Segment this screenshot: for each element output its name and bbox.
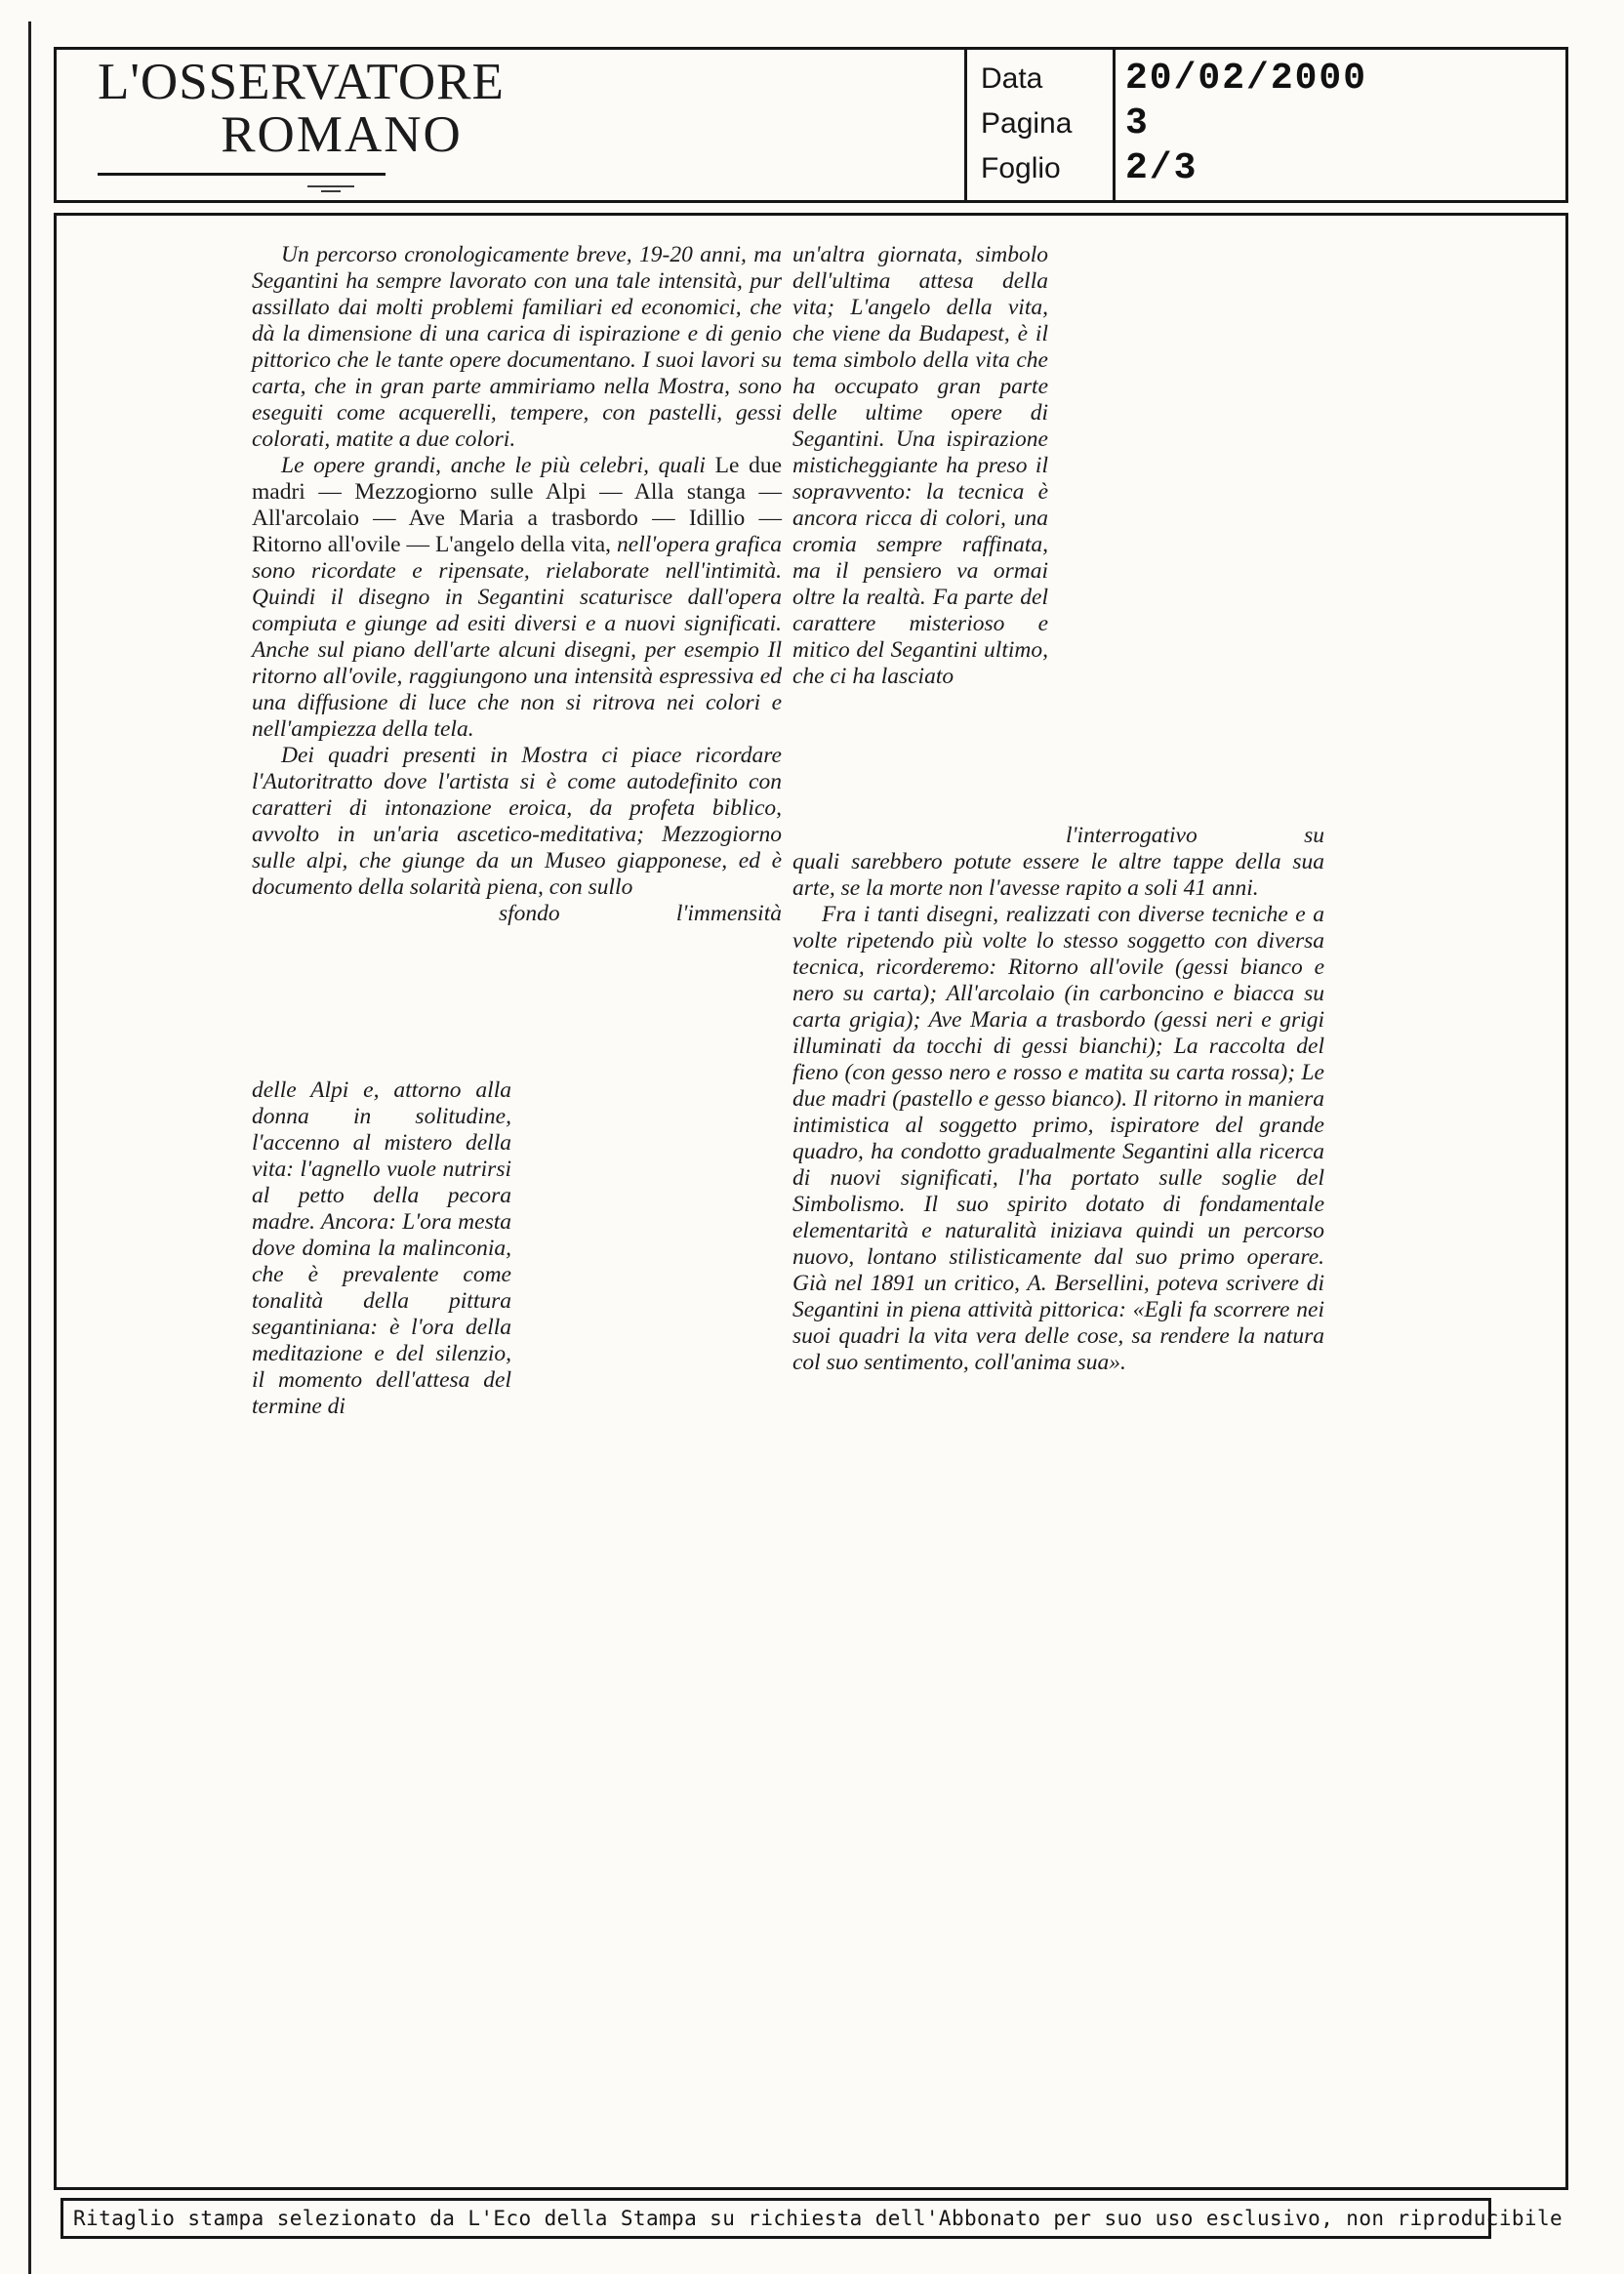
meta-value-sheet: 2/3	[1125, 147, 1198, 189]
article-paragraph: Fra i tanti disegni, realizzati con diverse tecniche e a volte ripetendo più volte lo stesso soggetto con diversa tecnica, ricorderemo: Ritorno all'ovile (gessi bianco e nero su carta); All'arcolaio (in carboncino e biacca su carta grigia); Ave Maria a trasbordo (gessi neri e grigi illuminati da tocchi di gessi bianchi); La raccolta del fieno (con gesso nero e rosso e matita su carta rossa); Le due madri (pastello e gesso bianco). Il ritorno in maniera intimistica al soggetto primo, ispiratore del grande quadro, ha condotto gradualmente Segantini alla ricerca di nuovi significati, l'ha portato sulle soglie del Simbolismo. Il suo spirito dotato di fondamentale elementarità e naturalità iniziava quindi un percorso nuovo, lontano stilisticamente dal suo primo operare. Già nel 1891 un critico, A. Bersellini, poteva scrivere di Segantini in piena attività pittorica: «Egli fa scorrere nei suoi quadri la vita vera delle cose, sa rendere la natura col suo sentimento, coll'anima sua».	[792, 902, 1324, 1375]
article-column-left	[252, 242, 782, 927]
clipping-footer	[61, 2198, 1563, 2239]
article-paragraph: quali sarebbero potute essere le altre tappe della sua arte, se la morte non l'avesse rapito a soli 41 anni.	[792, 849, 1324, 901]
spread-word: su	[1304, 823, 1324, 848]
meta-label-date: Data	[981, 62, 1043, 95]
spread-word: l'interrogativo	[1066, 823, 1198, 848]
article-paragraph	[252, 453, 782, 743]
article-spread-line	[1066, 823, 1324, 849]
meta-label-page: Pagina	[981, 107, 1073, 140]
clipping-header	[54, 47, 1568, 203]
spread-word: sfondo	[499, 901, 560, 926]
meta-row-date	[981, 58, 1527, 102]
article-paragraph: Un percorso cronologicamente breve, 19-20 anni, ma Segantini ha sempre lavorato con una tale intensità, pur assillato dai molti problemi familiari ed economici, che dà la dimensione di una carica di ispirazione e di genio pittorico che le tante opere documentano. I suoi lavori su carta, che in gran parte ammiriamo nella Mostra, sono eseguiti come acquerelli, tempere, con pastelli, gessi colorati, matite a due colori.	[252, 242, 782, 452]
article-spread-line	[499, 901, 782, 927]
article-column-middle-top	[792, 242, 1048, 690]
meta-row-page	[981, 102, 1527, 147]
meta-value-date: 20/02/2000	[1125, 58, 1368, 100]
masthead-line2: ROMANO	[221, 106, 463, 163]
masthead-underline	[98, 173, 386, 176]
footer-disclaimer: Ritaglio stampa selezionato da L'Eco della Stampa su richiesta dell'Abbonato per suo uso esclusivo, non riproducibile	[73, 2207, 1563, 2230]
article-paragraph: delle Alpi e, attorno alla donna in solitudine, l'accenno al mistero della vita: l'agnello vuole nutrirsi al petto della pecora madre. Ancora: L'ora mesta dove domina la malinconia, che è prevalente come tonalità della pittura segantiniana: è l'ora della meditazione e del silenzio, il momento dell'attesa del termine di	[252, 1077, 511, 1419]
masthead-ornament	[307, 185, 354, 192]
article-paragraph: un'altra giornata, simbolo dell'ultima attesa della vita; L'angelo della vita, che viene da Budapest, è il tema simbolo della vita che ha occupato gran parte delle ultime opere di Segantini. Una ispirazione misticheggiante ha preso il sopravvento: la tecnica è ancora ricca di colori, una cromia sempre raffinata, ma il pensiero va ormai oltre la realtà. Fa parte del carattere misterioso e mitico del Segantini ultimo, che ci ha lasciato	[792, 242, 1048, 689]
article-paragraph: Dei quadri presenti in Mostra ci piace ricordare l'Autoritratto dove l'artista si è come autodefinito con caratteri di intonazione eroica, da profeta biblico, avvolto in un'aria ascetico-meditativa; Mezzogiorno sulle alpi, che giunge da un Museo giapponese, ed è documento della solarità piena, con sullo	[252, 743, 782, 900]
meta-value-page: 3	[1125, 102, 1150, 144]
meta-row-sheet	[981, 147, 1527, 192]
spread-word: l'immensità	[675, 901, 782, 926]
clipping-meta-panel	[981, 58, 1527, 192]
paragraph-fragment: nell'opera grafica sono ricordate e ripensate, rielaborate nell'intimità. Quindi il disegno in Segantini scaturisce dall'opera compiuta e giunge ad esiti diversi e a nuovi significati. Anche sul piano dell'arte alcuni disegni, per esempio Il ritorno all'ovile, raggiungono una intensità espressiva ed una diffusione di luce che non si ritrova nei colori e nell'ampiezza della tela.	[252, 532, 783, 742]
newspaper-masthead	[98, 54, 586, 163]
paragraph-fragment: Le opere grandi, anche le più celebri, quali	[281, 453, 715, 478]
article-column-left-narrow	[252, 1077, 511, 1420]
scan-edge-artifact	[28, 21, 31, 2274]
artwork-titles-list: Le due madri — Mezzogiorno sulle Alpi — Alla stanga — All'arcolaio — Ave Maria a trasbordo — Idillio — Ritorno all'ovile — L'angelo della vita,	[252, 453, 782, 557]
header-divider-vertical-1	[964, 50, 967, 200]
article-column-middle-wide	[792, 823, 1324, 1376]
masthead-line1: L'OSSERVATORE	[98, 54, 505, 110]
meta-label-sheet: Foglio	[981, 152, 1061, 184]
